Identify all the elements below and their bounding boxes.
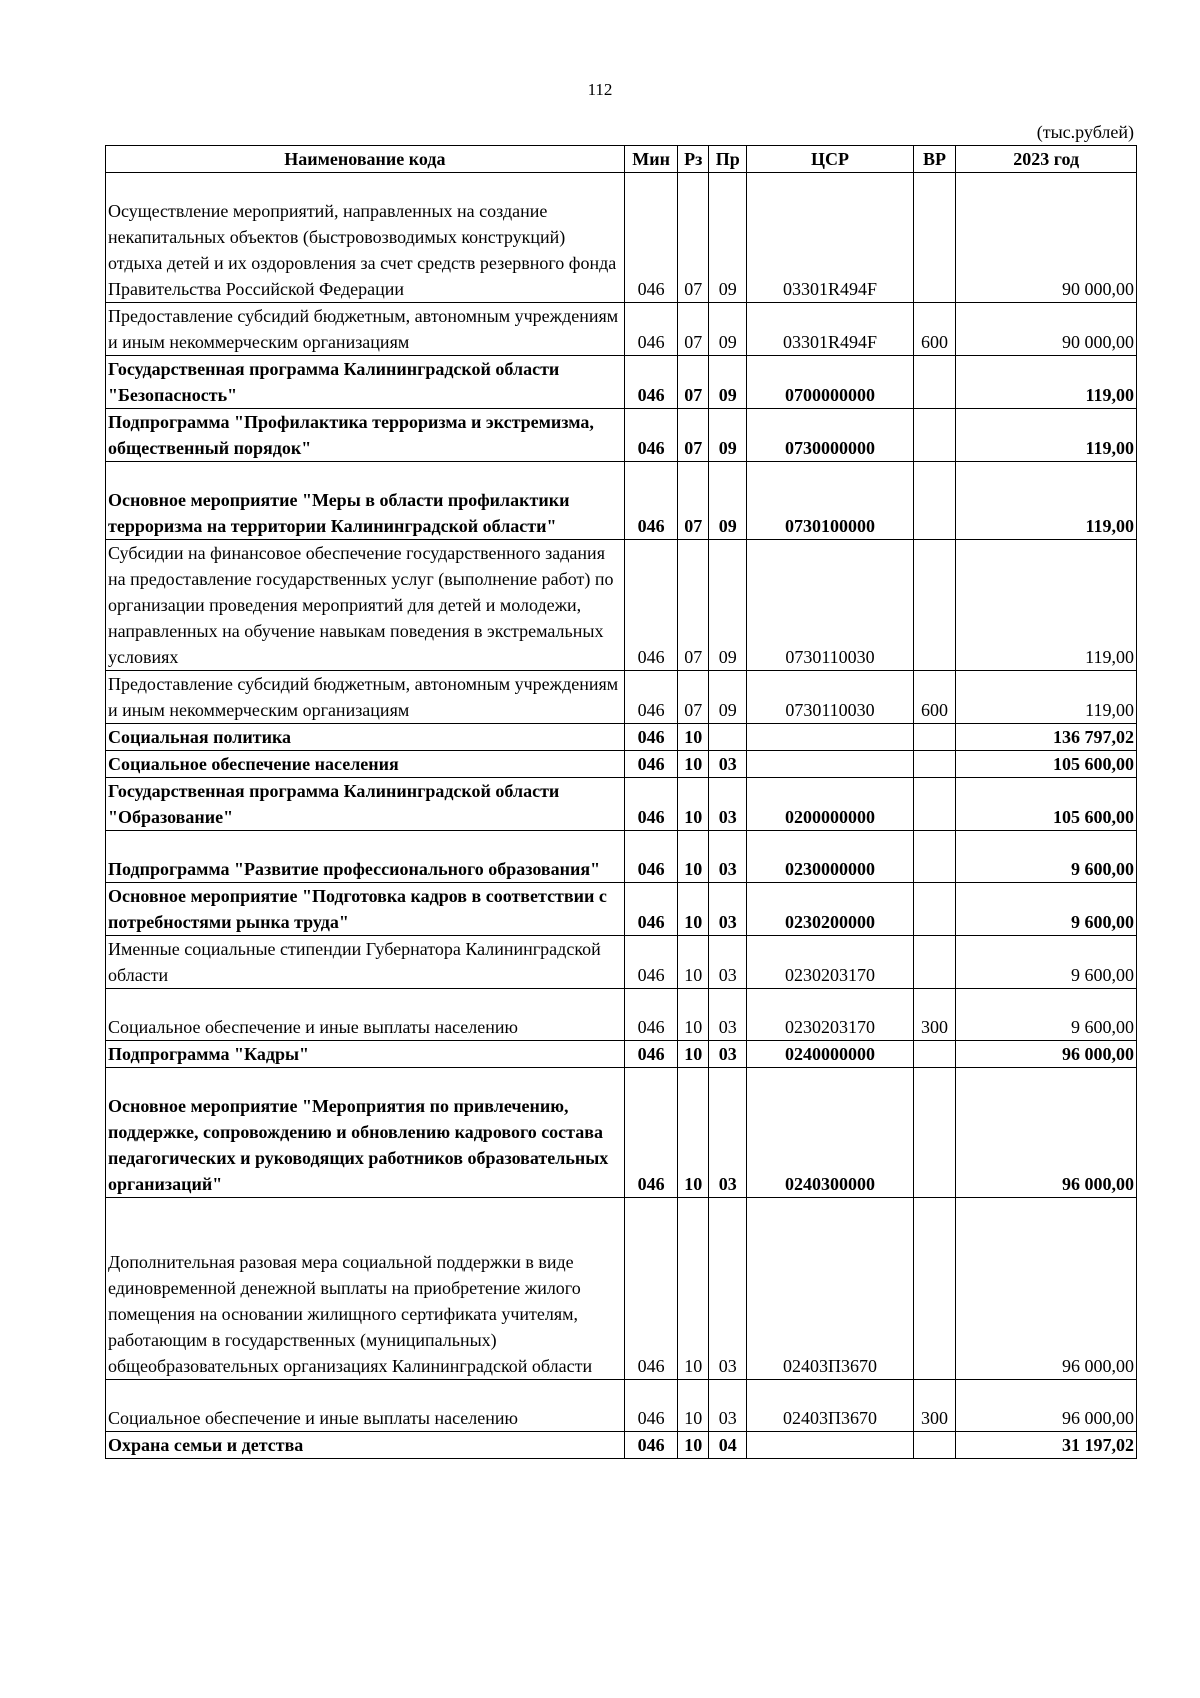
row-name: Подпрограмма "Кадры" [106, 1041, 625, 1068]
row-rz: 07 [678, 173, 709, 303]
row-name: Предоставление субсидий бюджетным, автономным учреждениям и иным некоммерческим организациям [106, 671, 625, 724]
table-row [106, 409, 1137, 462]
row-pr [709, 724, 747, 751]
header-vr: ВР [913, 146, 956, 173]
row-csr: 0200000000 [747, 778, 913, 831]
row-min: 046 [624, 751, 678, 778]
row-name: Государственная программа Калининградской области "Безопасность" [106, 356, 625, 409]
row-pr: 03 [709, 936, 747, 989]
table-row [106, 1041, 1137, 1068]
row-vr [913, 462, 956, 540]
units-label: (тыс.рублей) [1036, 122, 1134, 142]
row-csr: 0230203170 [747, 936, 913, 989]
table-row [106, 778, 1137, 831]
row-name: Основное мероприятие "Подготовка кадров в соответствии с потребностями рынка труда" [106, 883, 625, 936]
row-min: 046 [624, 356, 678, 409]
row-vr [913, 1432, 956, 1459]
table-row [106, 173, 1137, 303]
table-row [106, 540, 1137, 671]
row-amount: 9 600,00 [956, 883, 1137, 936]
row-min: 046 [624, 1432, 678, 1459]
row-rz: 10 [678, 883, 709, 936]
row-pr: 03 [709, 989, 747, 1041]
row-pr: 03 [709, 1380, 747, 1432]
row-name: Социальная политика [106, 724, 625, 751]
row-pr: 09 [709, 462, 747, 540]
row-min: 046 [624, 1198, 678, 1380]
row-amount: 90 000,00 [956, 303, 1137, 356]
row-min: 046 [624, 1068, 678, 1198]
row-pr: 03 [709, 1068, 747, 1198]
row-csr: 0240000000 [747, 1041, 913, 1068]
row-name: Подпрограмма "Профилактика терроризма и экстремизма, общественный порядок" [106, 409, 625, 462]
header-pr: Пр [709, 146, 747, 173]
row-csr: 0730110030 [747, 671, 913, 724]
row-name: Охрана семьи и детства [106, 1432, 625, 1459]
row-name: Предоставление субсидий бюджетным, автономным учреждениям и иным некоммерческим организациям [106, 303, 625, 356]
row-amount: 119,00 [956, 540, 1137, 671]
table-row [106, 303, 1137, 356]
row-pr: 09 [709, 540, 747, 671]
row-name: Дополнительная разовая мера социальной поддержки в виде единовременной денежной выплаты на приобретение жилого помещения на основании жилищного сертификата учителям, работающим в государственных (муниципальных) общеобразовательных организациях Калининградской области [106, 1198, 625, 1380]
row-min: 046 [624, 778, 678, 831]
row-pr: 03 [709, 778, 747, 831]
row-csr: 02403П3670 [747, 1198, 913, 1380]
row-min: 046 [624, 989, 678, 1041]
row-pr: 03 [709, 751, 747, 778]
row-csr [747, 1432, 913, 1459]
row-name: Социальное обеспечение и иные выплаты населению [106, 989, 625, 1041]
header-csr: ЦСР [747, 146, 913, 173]
table-row [106, 1068, 1137, 1198]
row-amount: 105 600,00 [956, 751, 1137, 778]
header-name: Наименование кода [106, 146, 625, 173]
table-row [106, 831, 1137, 883]
row-vr [913, 883, 956, 936]
row-amount: 96 000,00 [956, 1041, 1137, 1068]
row-csr: 03301R494F [747, 303, 913, 356]
row-amount: 96 000,00 [956, 1068, 1137, 1198]
row-rz: 10 [678, 778, 709, 831]
row-csr: 0230203170 [747, 989, 913, 1041]
row-vr [913, 831, 956, 883]
table-row [106, 989, 1137, 1041]
row-name: Социальное обеспечение и иные выплаты населению [106, 1380, 625, 1432]
row-name: Субсидии на финансовое обеспечение государственного задания на предоставление государственных услуг (выполнение работ) по организации проведения мероприятий для детей и молодежи, направленных на обучение навыкам поведения в экстремальных условиях [106, 540, 625, 671]
table-row [106, 751, 1137, 778]
row-amount: 136 797,02 [956, 724, 1137, 751]
table-row [106, 356, 1137, 409]
row-min: 046 [624, 540, 678, 671]
row-csr: 03301R494F [747, 173, 913, 303]
row-pr: 09 [709, 356, 747, 409]
row-amount: 90 000,00 [956, 173, 1137, 303]
row-vr [913, 1041, 956, 1068]
row-min: 046 [624, 462, 678, 540]
page-number: 112 [587, 80, 613, 99]
row-vr [913, 173, 956, 303]
row-pr: 09 [709, 671, 747, 724]
row-pr: 09 [709, 303, 747, 356]
row-csr: 0730110030 [747, 540, 913, 671]
row-min: 046 [624, 883, 678, 936]
row-rz: 10 [678, 724, 709, 751]
table-row [106, 883, 1137, 936]
row-rz: 10 [678, 1432, 709, 1459]
row-vr [913, 409, 956, 462]
row-csr: 0240300000 [747, 1068, 913, 1198]
row-name: Подпрограмма "Развитие профессионального образования" [106, 831, 625, 883]
row-name: Именные социальные стипендии Губернатора Калининградской области [106, 936, 625, 989]
row-name: Социальное обеспечение населения [106, 751, 625, 778]
header-rz: Рз [678, 146, 709, 173]
row-min: 046 [624, 173, 678, 303]
row-min: 046 [624, 831, 678, 883]
row-rz: 10 [678, 989, 709, 1041]
row-amount: 119,00 [956, 671, 1137, 724]
row-amount: 9 600,00 [956, 989, 1137, 1041]
table-header-row [106, 146, 1137, 173]
row-pr: 03 [709, 831, 747, 883]
row-amount: 119,00 [956, 356, 1137, 409]
row-vr: 600 [913, 303, 956, 356]
row-min: 046 [624, 1041, 678, 1068]
row-vr [913, 751, 956, 778]
row-pr: 09 [709, 409, 747, 462]
row-csr [747, 751, 913, 778]
header-min: Мин [624, 146, 678, 173]
row-amount: 105 600,00 [956, 778, 1137, 831]
row-rz: 10 [678, 1041, 709, 1068]
row-vr [913, 1198, 956, 1380]
row-min: 046 [624, 1380, 678, 1432]
row-csr: 0730000000 [747, 409, 913, 462]
row-amount: 31 197,02 [956, 1432, 1137, 1459]
row-rz: 07 [678, 540, 709, 671]
row-pr: 03 [709, 1198, 747, 1380]
row-rz: 10 [678, 1380, 709, 1432]
row-min: 046 [624, 303, 678, 356]
row-csr: 02403П3670 [747, 1380, 913, 1432]
row-rz: 07 [678, 356, 709, 409]
row-rz: 10 [678, 1198, 709, 1380]
table-row [106, 724, 1137, 751]
row-rz: 07 [678, 409, 709, 462]
row-vr [913, 724, 956, 751]
row-csr: 0230200000 [747, 883, 913, 936]
row-rz: 07 [678, 462, 709, 540]
row-amount: 9 600,00 [956, 936, 1137, 989]
row-vr [913, 540, 956, 671]
row-csr: 0700000000 [747, 356, 913, 409]
row-vr [913, 936, 956, 989]
table-row [106, 462, 1137, 540]
row-name: Осуществление мероприятий, направленных на создание некапитальных объектов (быстровозводимых конструкций) отдыха детей и их оздоровления за счет средств резервного фонда Правительства Российской Федерации [106, 173, 625, 303]
row-rz: 10 [678, 936, 709, 989]
header-amount: 2023 год [956, 146, 1137, 173]
row-min: 046 [624, 409, 678, 462]
row-name: Основное мероприятие "Мероприятия по привлечению, поддержке, сопровождению и обновлению кадрового состава педагогических и руководящих работников образовательных организаций" [106, 1068, 625, 1198]
row-amount: 119,00 [956, 462, 1137, 540]
row-pr: 04 [709, 1432, 747, 1459]
row-min: 046 [624, 671, 678, 724]
table-row [106, 1198, 1137, 1380]
row-vr [913, 356, 956, 409]
table-row [106, 1432, 1137, 1459]
row-pr: 03 [709, 1041, 747, 1068]
row-rz: 10 [678, 1068, 709, 1198]
row-csr: 0730100000 [747, 462, 913, 540]
row-min: 046 [624, 724, 678, 751]
row-amount: 119,00 [956, 409, 1137, 462]
row-csr [747, 724, 913, 751]
row-pr: 09 [709, 173, 747, 303]
row-vr [913, 1068, 956, 1198]
table-row [106, 1380, 1137, 1432]
row-amount: 96 000,00 [956, 1198, 1137, 1380]
row-pr: 03 [709, 883, 747, 936]
row-amount: 9 600,00 [956, 831, 1137, 883]
row-csr: 0230000000 [747, 831, 913, 883]
row-rz: 07 [678, 303, 709, 356]
row-min: 046 [624, 936, 678, 989]
row-vr: 600 [913, 671, 956, 724]
table-row [106, 936, 1137, 989]
row-rz: 07 [678, 671, 709, 724]
row-rz: 10 [678, 751, 709, 778]
row-vr [913, 778, 956, 831]
row-name: Государственная программа Калининградской области "Образование" [106, 778, 625, 831]
row-vr: 300 [913, 989, 956, 1041]
row-rz: 10 [678, 831, 709, 883]
row-amount: 96 000,00 [956, 1380, 1137, 1432]
table-row [106, 671, 1137, 724]
budget-table [105, 145, 1137, 1459]
row-vr: 300 [913, 1380, 956, 1432]
row-name: Основное мероприятие "Меры в области профилактики терроризма на территории Калининградской области" [106, 462, 625, 540]
